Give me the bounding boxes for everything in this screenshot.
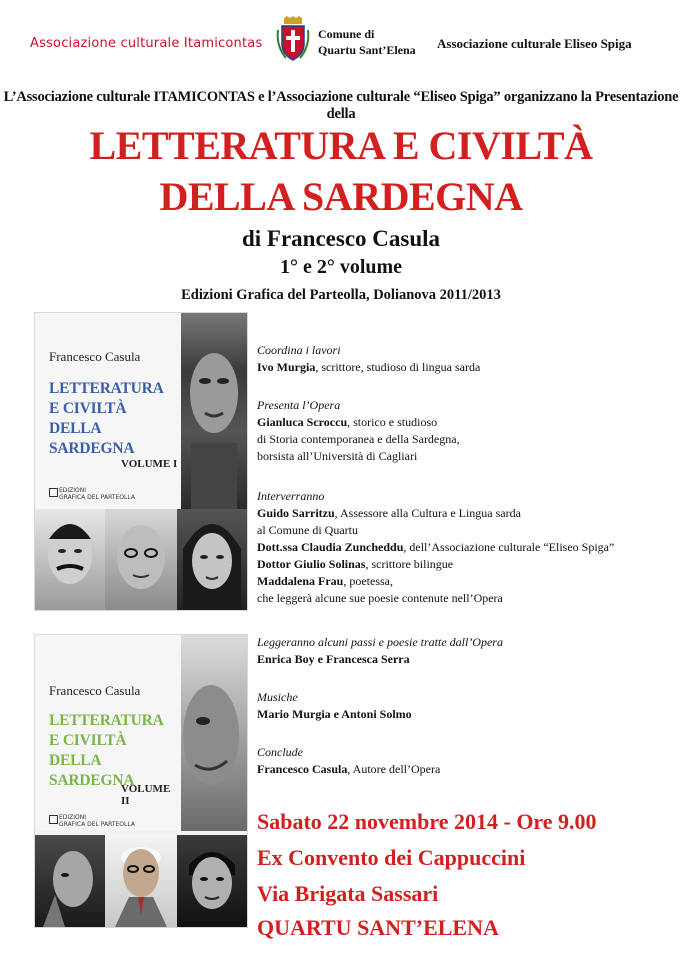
speaker-4-name: Maddalena Frau — [257, 574, 344, 588]
cover-title — [49, 379, 181, 459]
cover-publisher-line2: GRAFICA DEL PARTEOLLA — [59, 821, 135, 828]
main-title-line2: DELLA SARDEGNA — [159, 174, 523, 219]
program-closing — [257, 744, 667, 778]
speaker-2-name: Dott.ssa Claudia Zuncheddu — [257, 540, 404, 554]
speaker-3-desc: , scrittore bilingue — [365, 557, 454, 571]
volumes-line: 1° e 2° volume — [279, 256, 403, 278]
readers-names: Enrica Boy e Francesca Serra — [257, 652, 410, 666]
publisher-mark-icon — [49, 488, 58, 497]
portrait-face-icon — [105, 835, 177, 927]
speakers-label: Interverranno — [257, 489, 325, 503]
publisher-line: Edizioni Grafica del Parteolla, Dolianova 2011/2013 — [181, 287, 501, 303]
portrait-face-icon — [35, 835, 105, 927]
portrait-face-icon — [177, 509, 247, 610]
cover-title-line2: E CIVILTÀ — [49, 732, 127, 749]
portrait-face-icon — [35, 509, 105, 610]
portrait-photo — [177, 835, 247, 927]
event-street: Via Brigata Sassari — [257, 881, 439, 906]
portrait-photo — [177, 509, 247, 610]
portrait-photo — [181, 313, 247, 509]
speaker-4-desc-line2: che leggerà alcune sue poesie contenute nell’Opera — [257, 591, 503, 605]
cover-publisher-line1: EDIZIONI — [59, 814, 87, 821]
speaker-2-desc: , dell’Associazione culturale “Eliseo Spiga” — [403, 540, 615, 554]
presenter-desc: , storico e studioso — [347, 415, 438, 429]
cover-title-line3: DELLA SARDEGNA — [49, 420, 135, 457]
presenter-desc-line3: borsista all’Università di Cagliari — [257, 449, 418, 463]
portrait-face-icon — [177, 835, 247, 927]
speaker-1-name: Guido Sarritzu — [257, 506, 335, 520]
presenter-name: Gianluca Scroccu — [257, 415, 348, 429]
presenter-desc-line2: di Storia contemporanea e della Sardegna, — [257, 432, 460, 446]
cover-title — [49, 711, 181, 791]
publisher-mark-icon — [49, 815, 58, 824]
portrait-face-icon — [105, 509, 177, 610]
event-city: QUARTU SANT’ELENA — [257, 915, 499, 940]
org-itamicontas-logo: Associazione culturale Itamicontas — [30, 36, 263, 51]
portrait-face-icon — [181, 313, 247, 509]
cover-publisher — [59, 814, 135, 828]
cover-panel — [35, 635, 181, 831]
program-coordinator — [257, 342, 667, 376]
speaker-4-desc: , poetessa, — [343, 574, 393, 588]
portrait-photo — [181, 635, 247, 831]
music-names: Mario Murgia e Antoni Solmo — [257, 707, 412, 721]
speaker-1-desc-line2: al Comune di Quartu — [257, 523, 358, 537]
comune-line2: Quartu Sant’Elena — [318, 43, 416, 57]
portrait-photo — [105, 509, 177, 610]
comune-name — [318, 26, 416, 58]
portrait-photo — [105, 835, 177, 927]
book-cover-volume-1 — [34, 312, 248, 611]
org-eliseo-spiga: Associazione culturale Eliseo Spiga — [437, 36, 632, 51]
cover-title-line3: DELLA SARDEGNA — [49, 752, 135, 789]
cover-author: Francesco Casula — [49, 683, 141, 698]
speaker-3-name: Dottor Giulio Solinas — [257, 557, 366, 571]
portrait-face-icon — [181, 635, 247, 831]
event-date: Sabato 22 novembre 2014 - Ore 9.00 — [257, 809, 597, 834]
cover-publisher-line2: GRAFICA DEL PARTEOLLA — [59, 494, 135, 501]
music-label: Musiche — [257, 690, 298, 704]
comune-line1: Comune di — [318, 27, 375, 41]
closing-label: Conclude — [257, 745, 303, 759]
portrait-photo — [35, 835, 105, 927]
cover-title-line1: LETTERATURA — [49, 380, 164, 397]
speaker-1-desc: , Assessore alla Cultura e Lingua sarda — [334, 506, 521, 520]
book-cover-volume-2 — [34, 634, 248, 928]
cover-title-line1: LETTERATURA — [49, 712, 164, 729]
coordinator-label: Coordina i lavori — [257, 343, 341, 357]
coordinator-name: Ivo Murgia — [257, 360, 316, 374]
intro-text: L’Associazione culturale ITAMICONTAS e l’Associazione culturale “Eliseo Spiga” organizzano la Presentazione della — [3, 89, 679, 122]
program-readers — [257, 634, 667, 668]
cover-volume: VOLUME I — [121, 458, 178, 470]
author-line: di Francesco Casula — [241, 226, 441, 251]
cover-panel — [35, 313, 181, 509]
event-venue: Ex Convento dei Cappuccini — [257, 845, 526, 870]
program-speakers — [257, 488, 667, 607]
comune-crest-icon — [276, 16, 310, 62]
cover-title-line2: E CIVILTÀ — [49, 400, 127, 417]
cover-publisher-line1: EDIZIONI — [59, 487, 87, 494]
presenter-label: Presenta l’Opera — [257, 398, 341, 412]
cover-publisher — [59, 487, 135, 501]
program-presenter — [257, 397, 667, 465]
portrait-photo — [35, 509, 105, 610]
program-music — [257, 689, 667, 723]
cover-volume: VOLUME II — [121, 783, 171, 807]
main-title-line1: LETTERATURA E CIVILTÀ — [89, 123, 593, 168]
coordinator-desc: , scrittore, studioso di lingua sarda — [315, 360, 481, 374]
cover-author: Francesco Casula — [49, 349, 141, 364]
readers-label: Leggeranno alcuni passi e poesie tratte dall’Opera — [257, 635, 503, 649]
closing-name: Francesco Casula — [257, 762, 348, 776]
closing-desc: , Autore dell’Opera — [347, 762, 441, 776]
